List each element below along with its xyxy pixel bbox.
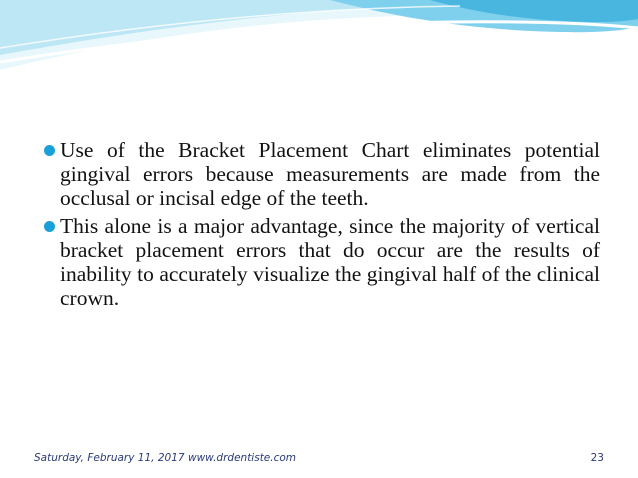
bullet-item [44, 214, 600, 310]
footer-website: www.drdentiste.com [188, 452, 297, 464]
page-number: 23 [590, 452, 604, 464]
bullet-icon [44, 221, 55, 232]
bullet-text: This alone is a major advantage, since the majority of vertical bracket placement errors that do occur are the results of inability to accurately visualize the gingival half of the clinical crown. [60, 214, 600, 310]
bullet-icon [44, 145, 55, 156]
footer-date: Saturday, February 11, 2017 [34, 452, 185, 464]
bullet-text: Use of the Bracket Placement Chart eliminates potential gingival errors because measurements are made from the occlusal or incisal edge of the teeth. [60, 138, 600, 210]
header-wave-decoration [0, 0, 638, 80]
bullet-item [44, 138, 600, 210]
slide-body [44, 138, 600, 314]
